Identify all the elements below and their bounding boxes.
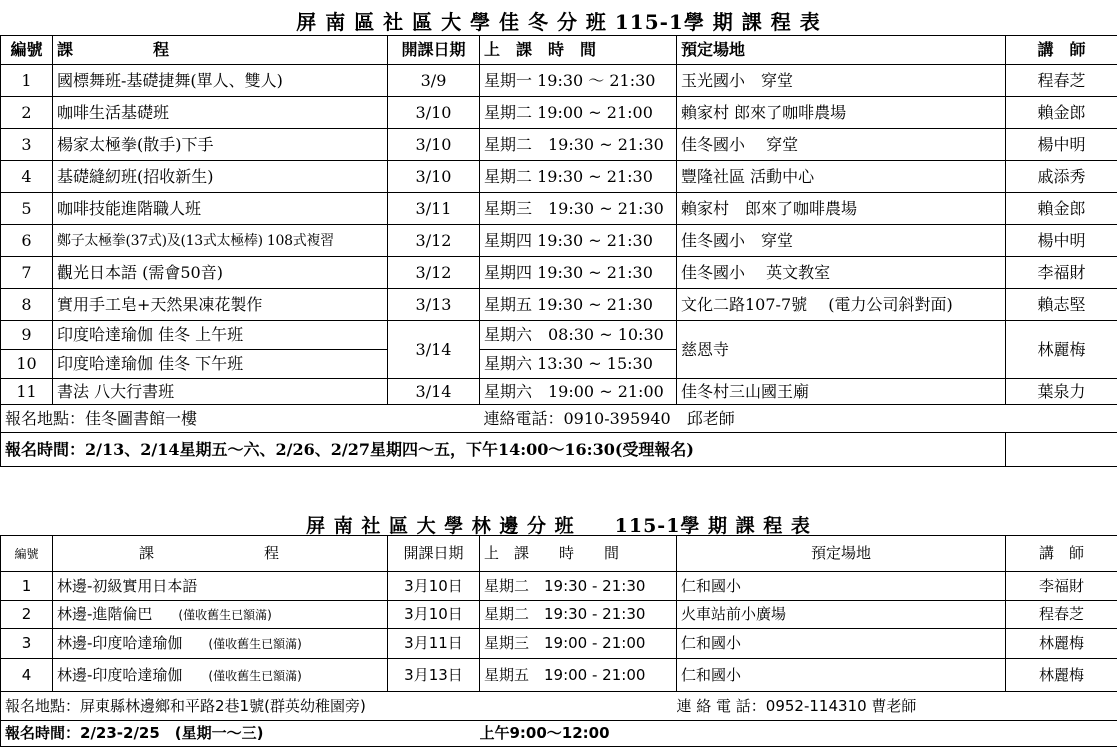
reg-place: 報名地點：屏東縣林邊鄉和平路2巷1號(群英幼稚園旁) bbox=[1, 692, 677, 721]
row-teacher: 林麗梅 bbox=[1006, 629, 1117, 659]
row-start: 3/14 bbox=[388, 379, 480, 405]
row-no: 5 bbox=[1, 193, 53, 225]
header-no: 編號 bbox=[1, 36, 53, 65]
row-start: 3月11日 bbox=[388, 629, 480, 659]
section1-schedule-table bbox=[0, 35, 1117, 467]
row-time: 星期四 19:30 ~ 21:30 bbox=[480, 257, 677, 289]
table-row bbox=[1, 321, 1117, 350]
row-time: 星期二 19:30 - 21:30 bbox=[480, 601, 677, 629]
row-no: 3 bbox=[1, 129, 53, 161]
course-name: 林邊-印度哈達瑜伽 bbox=[57, 665, 183, 684]
header-teacher: 講 師 bbox=[1006, 536, 1117, 572]
header-start: 開課日期 bbox=[388, 36, 480, 65]
row-course: 咖啡生活基礎班 bbox=[53, 97, 388, 129]
row-course: 基礎縫紉班(招收新生) bbox=[53, 161, 388, 193]
row-course: 楊家太極拳(散手)下手 bbox=[53, 129, 388, 161]
table-header-row bbox=[1, 536, 1117, 572]
row-course bbox=[53, 659, 388, 692]
table-row bbox=[1, 257, 1117, 289]
row-time: 星期六 08:30 ~ 10:30 bbox=[480, 321, 677, 350]
row-time: 星期六 13:30 ~ 15:30 bbox=[480, 350, 677, 379]
header-venue: 預定場地 bbox=[677, 36, 1006, 65]
header-course bbox=[53, 36, 388, 65]
row-course: 印度哈達瑜伽 佳冬 上午班 bbox=[53, 321, 388, 350]
course-note: (僅收舊生已額滿) bbox=[178, 608, 272, 622]
header-time: 上 課 時 間 bbox=[480, 36, 677, 65]
row-venue: 佳冬國小 穿堂 bbox=[677, 129, 1006, 161]
row-venue: 慈恩寺 bbox=[677, 321, 1006, 379]
row-teacher: 程春芝 bbox=[1006, 65, 1117, 97]
row-course: 鄭子太極拳(37式)及(13式太極棒) 108式複習 bbox=[53, 225, 388, 257]
row-start: 3月10日 bbox=[388, 601, 480, 629]
row-teacher: 楊中明 bbox=[1006, 225, 1117, 257]
header-course bbox=[53, 536, 388, 572]
table-row bbox=[1, 97, 1117, 129]
row-start: 3/14 bbox=[388, 321, 480, 379]
row-time: 星期四 19:30 ~ 21:30 bbox=[480, 225, 677, 257]
row-start: 3/13 bbox=[388, 289, 480, 321]
row-teacher: 林麗梅 bbox=[1006, 659, 1117, 692]
course-note: (僅收舊生已額滿) bbox=[208, 668, 302, 683]
header-start: 開課日期 bbox=[388, 536, 480, 572]
row-no: 2 bbox=[1, 601, 53, 629]
row-start: 3月13日 bbox=[388, 659, 480, 692]
section1-title: 屏 南 區 社 區 大 學 佳 冬 分 班 115-1學 期 課 程 表 bbox=[296, 10, 821, 34]
table-row bbox=[1, 161, 1117, 193]
row-time: 星期二 19:00 ~ 21:00 bbox=[480, 97, 677, 129]
row-no: 1 bbox=[1, 572, 53, 601]
row-teacher: 賴志堅 bbox=[1006, 289, 1117, 321]
row-teacher: 林麗梅 bbox=[1006, 321, 1117, 379]
header-venue: 預定場地 bbox=[677, 536, 1006, 572]
row-no: 2 bbox=[1, 97, 53, 129]
header-course-b: 程 bbox=[153, 40, 170, 59]
course-name: 林邊-初級實用日本語 bbox=[57, 576, 198, 595]
row-venue: 玉光國小 穿堂 bbox=[677, 65, 1006, 97]
course-name: 林邊-進階倫巴 bbox=[57, 605, 153, 623]
row-venue: 佳冬村三山國王廟 bbox=[677, 379, 1006, 405]
row-no: 3 bbox=[1, 629, 53, 659]
row-no: 8 bbox=[1, 289, 53, 321]
row-venue: 火車站前小廣場 bbox=[677, 601, 1006, 629]
course-note: (僅收舊生已額滿) bbox=[208, 637, 302, 651]
contact-phone: 連絡電話：0910-395940 邱老師 bbox=[480, 405, 1117, 433]
row-teacher: 葉泉力 bbox=[1006, 379, 1117, 405]
row-teacher: 李福財 bbox=[1006, 257, 1117, 289]
row-start: 3/12 bbox=[388, 257, 480, 289]
section2-title: 屏 南 社 區 大 學 林 邊 分 班 115-1學 期 課 程 表 bbox=[306, 515, 811, 537]
row-no: 7 bbox=[1, 257, 53, 289]
row-start: 3/11 bbox=[388, 193, 480, 225]
row-venue: 佳冬國小 英文教室 bbox=[677, 257, 1006, 289]
section2-schedule-table bbox=[0, 535, 1117, 747]
header-teacher: 講 師 bbox=[1006, 36, 1117, 65]
reg-place: 報名地點：佳冬圖書館一樓 bbox=[1, 405, 480, 433]
row-no: 10 bbox=[1, 350, 53, 379]
table-row bbox=[1, 65, 1117, 97]
row-time: 星期五 19:00 - 21:00 bbox=[480, 659, 677, 692]
row-venue: 豐隆社區 活動中心 bbox=[677, 161, 1006, 193]
row-course bbox=[53, 572, 388, 601]
row-time: 星期三 19:30 ~ 21:30 bbox=[480, 193, 677, 225]
reg-time: 報名時間：2/23-2/25 (星期一～三) bbox=[1, 721, 480, 747]
contact-phone: 連 絡 電 話：0952-114310 曹老師 bbox=[677, 692, 1117, 721]
header-no: 編號 bbox=[1, 536, 53, 572]
row-teacher: 戚添秀 bbox=[1006, 161, 1117, 193]
row-start: 3/10 bbox=[388, 161, 480, 193]
row-time: 星期一 19:30 ～ 21:30 bbox=[480, 65, 677, 97]
header-time: 上 課 時 間 bbox=[480, 536, 677, 572]
registration-info-row bbox=[1, 692, 1117, 721]
row-no: 1 bbox=[1, 65, 53, 97]
row-teacher: 賴金郎 bbox=[1006, 193, 1117, 225]
table-row bbox=[1, 289, 1117, 321]
reg-time: 報名時間：2/13、2/14星期五～六、2/26、2/27星期四～五，下午14:00～16:30(受理報名) bbox=[1, 433, 1006, 467]
row-course: 咖啡技能進階職人班 bbox=[53, 193, 388, 225]
row-time: 星期二 19:30 - 21:30 bbox=[480, 572, 677, 601]
row-no: 11 bbox=[1, 379, 53, 405]
row-venue: 佳冬國小 穿堂 bbox=[677, 225, 1006, 257]
row-no: 6 bbox=[1, 225, 53, 257]
table-header-row bbox=[1, 36, 1117, 65]
row-start: 3/10 bbox=[388, 97, 480, 129]
empty-cell bbox=[1006, 433, 1117, 467]
row-time: 星期六 19:00 ~ 21:00 bbox=[480, 379, 677, 405]
table-row bbox=[1, 572, 1117, 601]
row-course bbox=[53, 601, 388, 629]
row-time: 星期二 19:30 ~ 21:30 bbox=[480, 129, 677, 161]
row-no: 4 bbox=[1, 161, 53, 193]
row-teacher: 程春芝 bbox=[1006, 601, 1117, 629]
reg-hours: 上午9:00～12:00 bbox=[480, 721, 1117, 747]
table-row bbox=[1, 379, 1117, 405]
table-row bbox=[1, 193, 1117, 225]
row-venue: 賴家村 郎來了咖啡農場 bbox=[677, 193, 1006, 225]
row-start: 3/9 bbox=[388, 65, 480, 97]
table-row bbox=[1, 659, 1117, 692]
row-venue: 賴家村 郎來了咖啡農場 bbox=[677, 97, 1006, 129]
row-teacher: 賴金郎 bbox=[1006, 97, 1117, 129]
row-teacher: 李福財 bbox=[1006, 572, 1117, 601]
row-course: 印度哈達瑜伽 佳冬 下午班 bbox=[53, 350, 388, 379]
table-row bbox=[1, 629, 1117, 659]
header-course-a: 課 bbox=[139, 544, 155, 562]
row-venue: 仁和國小 bbox=[677, 572, 1006, 601]
row-course: 實用手工皂+天然果凍花製作 bbox=[53, 289, 388, 321]
row-course bbox=[53, 629, 388, 659]
table-row bbox=[1, 129, 1117, 161]
row-course: 觀光日本語 (需會50音) bbox=[53, 257, 388, 289]
row-no: 4 bbox=[1, 659, 53, 692]
header-course-a: 課 bbox=[57, 40, 74, 59]
row-start: 3/12 bbox=[388, 225, 480, 257]
row-venue: 仁和國小 bbox=[677, 629, 1006, 659]
registration-info-row bbox=[1, 405, 1117, 433]
row-start: 3/10 bbox=[388, 129, 480, 161]
row-time: 星期五 19:30 ~ 21:30 bbox=[480, 289, 677, 321]
row-venue: 文化二路107-7號 (電力公司斜對面) bbox=[677, 289, 1006, 321]
registration-time-row bbox=[1, 433, 1117, 467]
course-name: 林邊-印度哈達瑜伽 bbox=[57, 634, 183, 652]
row-teacher: 楊中明 bbox=[1006, 129, 1117, 161]
row-start: 3月10日 bbox=[388, 572, 480, 601]
row-course: 書法 八大行書班 bbox=[53, 379, 388, 405]
table-row bbox=[1, 601, 1117, 629]
table-row bbox=[1, 225, 1117, 257]
row-no: 9 bbox=[1, 321, 53, 350]
row-time: 星期三 19:00 - 21:00 bbox=[480, 629, 677, 659]
registration-time-row bbox=[1, 721, 1117, 747]
row-venue: 仁和國小 bbox=[677, 659, 1006, 692]
row-course: 國標舞班-基礎捷舞(單人、雙人) bbox=[53, 65, 388, 97]
row-time: 星期二 19:30 ~ 21:30 bbox=[480, 161, 677, 193]
header-course-b: 程 bbox=[264, 544, 280, 562]
